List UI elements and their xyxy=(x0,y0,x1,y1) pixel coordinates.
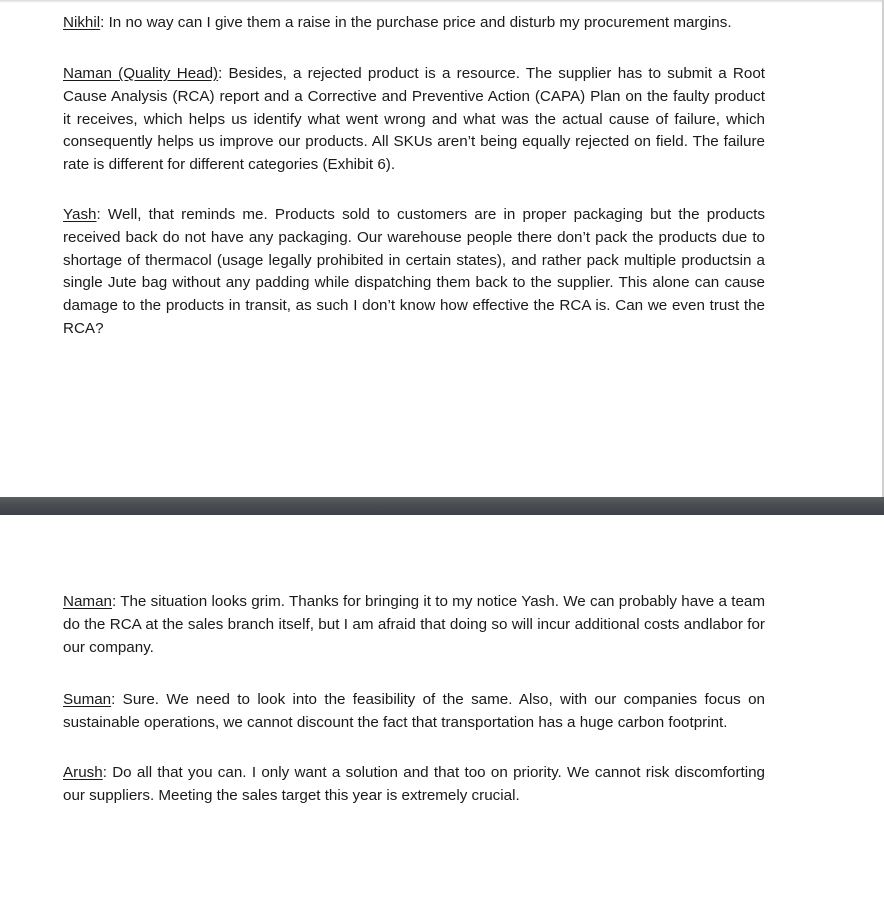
speaker-name: Yash xyxy=(63,206,97,223)
dialogue-text: : Do all that you can. I only want a solution and that too on priority. We cannot risk discomforting our suppliers. Meeting the sales target this year is extremely crucial. xyxy=(63,764,765,804)
dialogue-paragraph-nikhil xyxy=(63,12,765,35)
speaker-name: Arush xyxy=(63,764,103,781)
speaker-name: Naman (Quality Head) xyxy=(63,65,219,82)
speaker-name: Nikhil xyxy=(63,14,101,31)
dialogue-paragraph-naman xyxy=(63,591,765,659)
dialogue-paragraph-yash xyxy=(63,204,765,341)
dialogue-paragraph-arush xyxy=(63,762,765,808)
dialogue-text: : Sure. We need to look into the feasibility of the same. Also, with our companies focus on sustainable operations, we cannot discount the fact that transportation has a huge carbon footprint. xyxy=(63,691,765,731)
dialogue-text: : The situation looks grim. Thanks for bringing it to my notice Yash. We can probably have a team do the RCA at the sales branch itself, but I am afraid that doing so will incur additional costs andlabor for our company. xyxy=(63,593,765,656)
dialogue-paragraph-suman xyxy=(63,689,765,735)
document-page-bottom xyxy=(0,515,884,902)
dialogue-paragraph-naman-quality-head xyxy=(63,63,765,177)
speaker-name: Suman xyxy=(63,691,112,708)
dialogue-text: : Well, that reminds me. Products sold to customers are in proper packaging but the products received back do not have any packaging. Our warehouse people there don’t pack the products due to shortage of thermacol (usage legally prohibited in certain states), and rather pack multiple productsin a single Jute bag without any padding while dispatching them back to the supplier. This alone can cause damage to the products in transit, as such I don’t know how effective the RCA is. Can we even trust the RCA? xyxy=(63,206,765,337)
page-edge xyxy=(0,0,884,3)
dialogue-text: : Besides, a rejected product is a resource. The supplier has to submit a Root Cause Analysis (RCA) report and a Corrective and Preventive Action (CAPA) Plan on the faulty product it receives, which helps us identify what went wrong and what was the actual cause of failure, which consequently helps us improve our products. All SKUs aren’t being equally rejected on field. The failure rate is different for different categories (Exhibit 6). xyxy=(63,65,765,174)
dialogue-text: : In no way can I give them a raise in the purchase price and disturb my procurement margins. xyxy=(100,14,732,31)
speaker-name: Naman xyxy=(63,593,112,610)
page-separator xyxy=(0,497,884,515)
